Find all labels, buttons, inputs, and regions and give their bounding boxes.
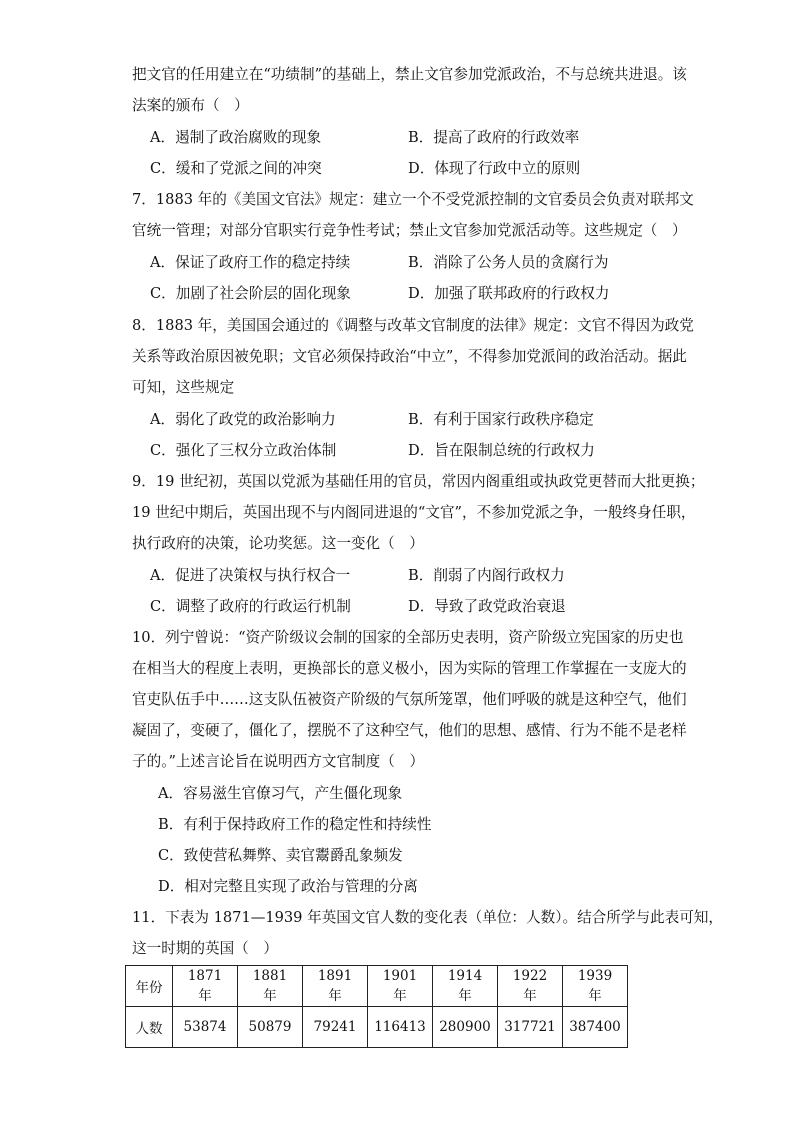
q6-option-c[interactable]: C．缓和了党派之间的冲突	[150, 160, 322, 177]
q8-stem-line-2: 关系等政治原因被免职；文官必须保持政治“中立”，不得参加党派间的政治活动。据此	[132, 348, 687, 365]
q7-option-b[interactable]: B．消除了公务人员的贪腐行为	[408, 254, 609, 271]
q6-option-d[interactable]: D．体现了行政中立的原则	[408, 160, 581, 177]
q8-stem-line-3: 可知，这些规定	[132, 379, 235, 396]
q11-stem-line-1: 11．下表为 1871—1939 年英国文官人数的变化表（单位：人数）。结合所学与此表可知，	[132, 909, 724, 926]
table-cell-count: 317721	[498, 1007, 563, 1048]
table-cell-count: 53874	[173, 1007, 238, 1048]
table-cell-year: 1901 年	[368, 966, 433, 1007]
table-cell-year: 1914 年	[433, 966, 498, 1007]
table-cell-year: 1871 年	[173, 966, 238, 1007]
q10-option-c[interactable]: C．致使营私舞弊、卖官鬻爵乱象频发	[158, 847, 403, 864]
q8-stem-line-1: 8．1883 年，美国国会通过的《调整与改革文官制度的法律》规定：文官不得因为政党	[132, 317, 694, 334]
q9-option-a[interactable]: A．促进了决策权与执行权合一	[150, 567, 351, 584]
q10-stem-line-2: 在相当大的程度上表明，更换部长的意义极小，因为实际的管理工作掌握在一支庞大的	[132, 660, 687, 677]
q7-stem-line-2: 官统一管理；对部分官职实行竞争性考试；禁止文官参加党派活动等。这些规定（ ）	[132, 222, 687, 239]
q10-stem-line-3: 官吏队伍手中……这支队伍被资产阶级的气氛所笼罩，他们呼吸的就是这种空气，他们	[132, 691, 687, 708]
q10-option-b[interactable]: B．有利于保持政府工作的稳定性和持续性	[158, 816, 432, 833]
q10-stem-line-4: 凝固了，变硬了，僵化了，摆脱不了这种空气，他们的思想、感情、行为不能不是老样	[132, 722, 687, 739]
q11-stem-line-2: 这一时期的英国（ ）	[132, 940, 278, 957]
q6-stem-line-1: 把文官的任用建立在“功绩制”的基础上，禁止文官参加党派政治，不与总统共进退。该	[132, 66, 687, 83]
table-row-counts	[126, 1007, 628, 1048]
q9-stem-line-2: 19 世纪中期后，英国出现不与内阁同进退的“文官”，不参加党派之争，一般终身任职，	[132, 504, 696, 521]
q10-option-a[interactable]: A．容易滋生官僚习气，产生僵化现象	[158, 785, 403, 802]
table-cell-year: 1939 年	[563, 966, 628, 1007]
table-cell-count: 387400	[563, 1007, 628, 1048]
table-cell-year: 1881 年	[238, 966, 303, 1007]
q7-stem-line-1: 7．1883 年的《美国文官法》规定：建立一个不受党派控制的文官委员会负责对联邦文	[132, 191, 694, 208]
q7-option-c[interactable]: C．加剧了社会阶层的固化现象	[150, 285, 351, 302]
table-cell-count: 280900	[433, 1007, 498, 1048]
q9-stem-line-3: 执行政府的决策，论功奖惩。这一变化（ ）	[132, 535, 424, 552]
q9-option-d[interactable]: D．导致了政党政治衰退	[408, 598, 566, 615]
q9-stem-line-1: 9．19 世纪初，英国以党派为基础任用的官员，常因内阁重组或执政党更替而大批更换；	[132, 473, 705, 490]
q6-option-a[interactable]: A．遏制了政治腐败的现象	[150, 129, 322, 146]
q6-stem-line-2: 法案的颁布（ ）	[132, 97, 249, 114]
q10-option-d[interactable]: D．相对完整且实现了政治与管理的分离	[158, 878, 418, 895]
q10-stem-line-1: 10．列宁曾说：“资产阶级议会制的国家的全部历史表明，资产阶级立宪国家的历史也	[132, 629, 684, 646]
table-cell-year: 1922 年	[498, 966, 563, 1007]
q6-option-b[interactable]: B．提高了政府的行政效率	[408, 129, 580, 146]
q9-option-c[interactable]: C．调整了政府的行政运行机制	[150, 598, 351, 615]
q7-option-d[interactable]: D．加强了联邦政府的行政权力	[408, 285, 610, 302]
q8-option-a[interactable]: A．弱化了政党的政治影响力	[150, 411, 336, 428]
q9-option-b[interactable]: B．削弱了内阁行政权力	[408, 567, 565, 584]
table-row-years	[126, 966, 628, 1007]
table-cell-count: 79241	[303, 1007, 368, 1048]
q8-option-d[interactable]: D．旨在限制总统的行政权力	[408, 442, 595, 459]
table-row-label: 人数	[126, 1007, 173, 1048]
q10-stem-line-5: 子的。”上述言论旨在说明西方文官制度（ ）	[132, 753, 425, 770]
table-cell-year: 1891 年	[303, 966, 368, 1007]
table-header-label: 年份	[126, 966, 173, 1007]
q8-option-b[interactable]: B．有利于国家行政秩序稳定	[408, 411, 594, 428]
table-cell-count: 50879	[238, 1007, 303, 1048]
table-cell-count: 116413	[368, 1007, 433, 1048]
q7-option-a[interactable]: A．保证了政府工作的稳定持续	[150, 254, 351, 271]
civil-servant-count-table	[125, 965, 628, 1048]
q8-option-c[interactable]: C．强化了三权分立政治体制	[150, 442, 337, 459]
